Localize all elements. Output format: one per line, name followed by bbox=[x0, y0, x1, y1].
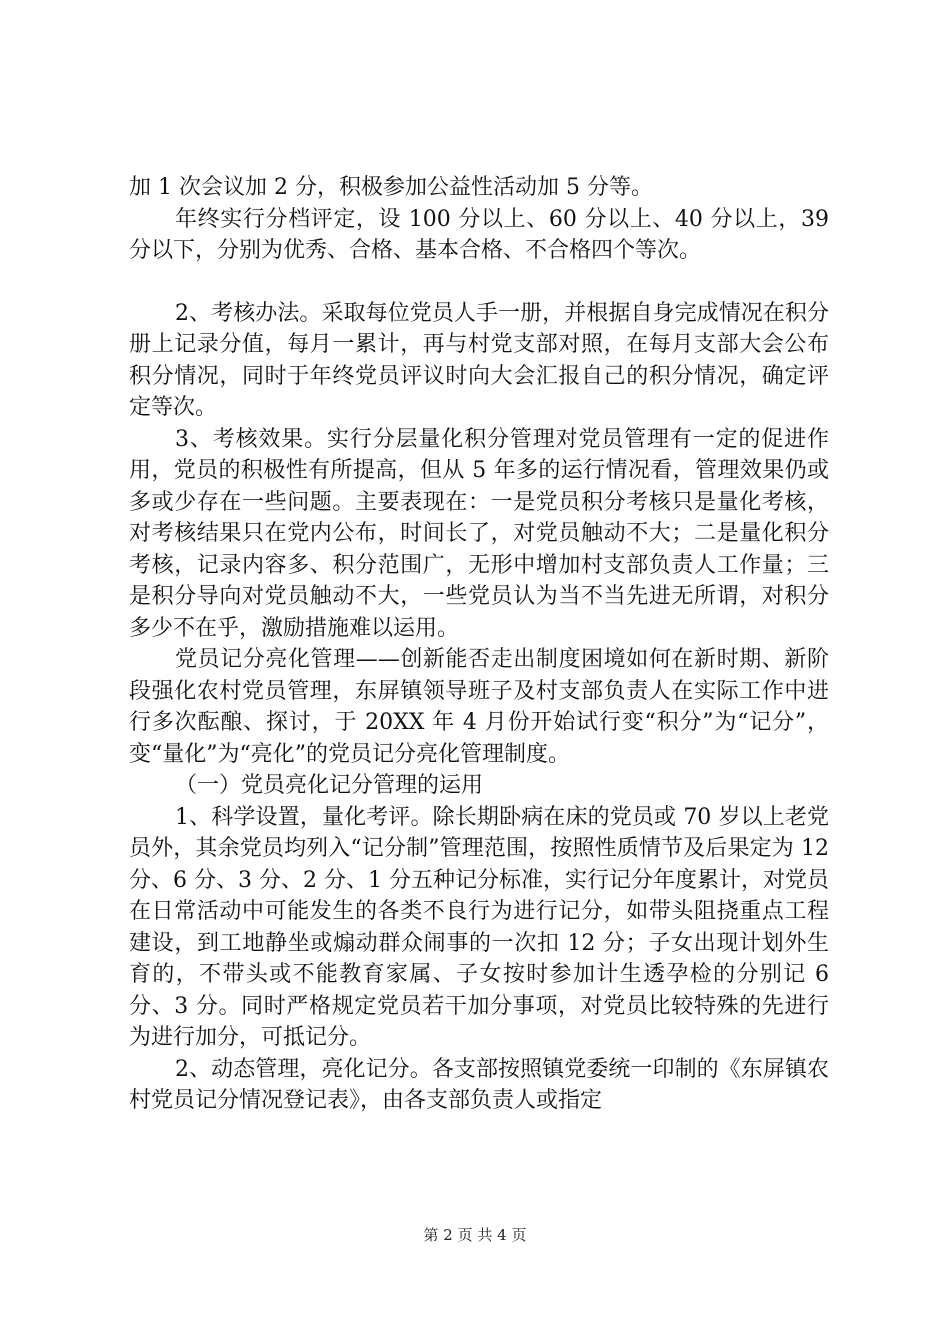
section-heading: （一）党员亮化记分管理的运用 bbox=[175, 773, 484, 798]
paragraph-grading: 年终实行分档评定，设 100 分以上、60 分以上、40 分以上，39 分以下，分别为优秀、合格、基本合格、不合格四个等次。 bbox=[129, 206, 829, 263]
paragraph-spacer bbox=[129, 267, 829, 298]
paragraph-innovation: 党员记分亮化管理——创新能否走出制度困境如何在新时期、新阶段强化农村党员管理，东屏镇领导班子及村支部负责人在实际工作中进行多次酝酿、探讨，于 20XX 年 4 月份开始试行变“积分”为“记分”，变“量化”为“亮化”的党员记分亮化管理制度。 bbox=[129, 647, 829, 767]
document-body bbox=[129, 172, 829, 1117]
paragraph-dynamic-management: 2、动态管理，亮化记分。各支部按照镇党委统一印制的《东屏镇农村党员记分情况登记表》，由各支部负责人或指定 bbox=[129, 1056, 829, 1113]
paragraph-assessment-effect: 3、考核效果。实行分层量化积分管理对党员管理有一定的促进作用，党员的积极性有所提高，但从 5 年多的运行情况看，管理效果仍或多或少存在一些问题。主要表现在：一是党员积分考核只是量化考核，对考核结果只在党内公布，时间长了，对党员触动不大；二是量化积分考核，记录内容多、积分范围广，无形中增加村支部负责人工作量；三是积分导向对党员触动不大，一些党员认为当不当先进无所谓，对积分多少不在乎，激励措施难以运用。 bbox=[129, 426, 829, 641]
paragraph-scientific-setup: 1、科学设置，量化考评。除长期卧病在床的党员或 70 岁以上老党员外，其余党员均列入“记分制”管理范围，按照性质情节及后果定为 12 分、6 分、3 分、2 分、1 分五种记分标准，实行记分年度累计，对党员在日常活动中可能发生的各类不良行为进行记分，如带头阻挠重点工程建设，到工地静坐或煽动群众闹事的一次扣 12 分；子女出现计划外生育的，不带头或不能教育家属、子女按时参加计生透孕检的分别记 6 分、3 分。同时严格规定党员若干加分事项，对党员比较特殊的先进行为进行加分，可抵记分。 bbox=[129, 804, 829, 1050]
paragraph-continuation: 加 1 次会议加 2 分，积极参加公益性活动加 5 分等。 bbox=[129, 175, 653, 200]
paragraph-assessment-method: 2、考核办法。采取每位党员人手一册，并根据自身完成情况在积分册上记录分值，每月一累计，再与村党支部对照，在每月支部大会公布积分情况，同时于年终党员评议时向大会汇报自己的积分情况，确定评定等次。 bbox=[129, 300, 829, 420]
page-footer: 第 2 页 共 4 页 bbox=[423, 1226, 527, 1244]
